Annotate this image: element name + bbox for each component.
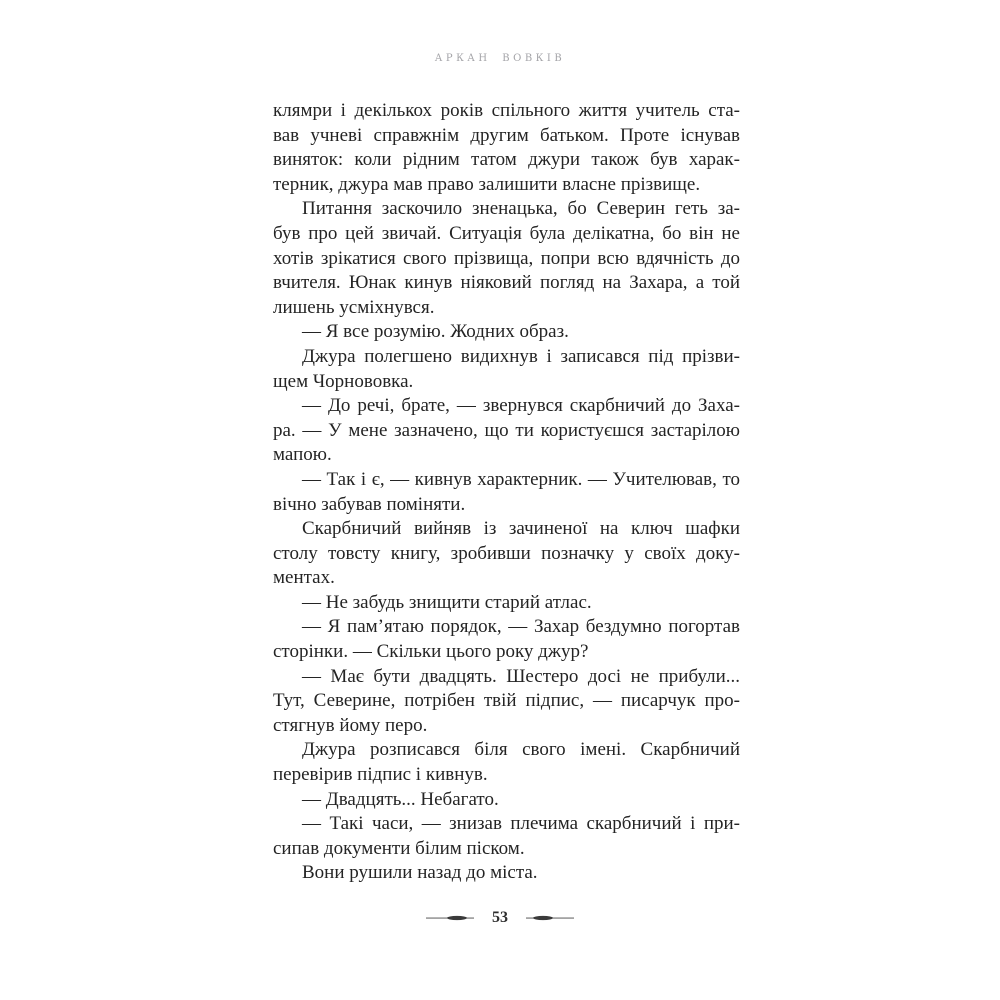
paragraph <box>273 197 740 320</box>
text-line: терник, джура мав право залишити власне прізвище. <box>273 173 701 195</box>
text-line: виняток: коли рідним татом джури також був харак- <box>273 149 740 171</box>
text-line: сторінки. — Скільки цього року джур? <box>273 641 589 663</box>
text-line: — Так і є, — кивнув характерник. — Учителював, то <box>302 468 740 490</box>
text-line: — До речі, брате, — звернувся скарбничий до Заха- <box>302 395 740 417</box>
paragraph <box>273 345 740 394</box>
text-line: вчителя. Юнак кинув ніяковий погляд на Захара, а той <box>273 272 740 294</box>
paragraph <box>273 788 740 813</box>
paragraph <box>273 615 740 664</box>
paragraph <box>273 738 740 787</box>
page-number: 53 <box>492 909 508 926</box>
paragraph <box>273 99 740 197</box>
text-line: сипав документи білим піском. <box>273 837 525 859</box>
text-line: Скарбничий вийняв із зачиненої на ключ шафки <box>302 518 740 540</box>
text-line: — Я все розумію. Жодних образ. <box>302 321 569 343</box>
text-line: був про цей звичай. Ситуація була делікатна, бо він не <box>273 222 740 244</box>
text-line: клямри і декількох років спільного життя учитель ста- <box>273 100 740 121</box>
text-line: Джура розписався біля свого імені. Скарбничий <box>302 739 740 761</box>
paragraph <box>273 861 740 886</box>
paragraph <box>273 812 740 861</box>
text-line: вічно забував поміняти. <box>273 493 466 515</box>
paragraph <box>273 394 740 468</box>
paragraph <box>273 320 740 345</box>
text-line: вав учневі справжнім другим батьком. Проте існував <box>273 124 740 146</box>
text-line: стягнув йому перо. <box>273 714 428 736</box>
text-line: — Такі часи, — знизав плечима скарбничий і при- <box>302 813 740 835</box>
text-line: — Не забудь знищити старий атлас. <box>302 591 592 613</box>
tapered-dash-left-icon <box>426 914 474 922</box>
text-line: Питання заскочило зненацька, бо Северин геть за- <box>302 198 740 220</box>
text-line: Вони рушили назад до міста. <box>302 862 538 884</box>
tapered-dash-right-icon <box>526 914 574 922</box>
text-line: ра. — У мене зазначено, що ти користуєшся застарілою <box>273 419 740 441</box>
text-line: ментах. <box>273 567 335 589</box>
page-text <box>273 99 740 886</box>
text-line: столу товсту книгу, зробивши позначку у своїх доку- <box>273 542 740 564</box>
text-line: — Я пам’ятаю порядок, — Захар бездумно погортав <box>302 616 740 638</box>
text-line: Джура полегшено видихнув і записався під прізви- <box>302 345 740 367</box>
text-line: щем Чорнововка. <box>273 370 414 392</box>
text-line: мапою. <box>273 444 332 466</box>
paragraph <box>273 517 740 591</box>
text-line: лишень усміхнувся. <box>273 296 435 318</box>
text-line: хотів зрікатися свого прізвища, попри всю вдячність до <box>273 247 740 269</box>
text-line: — Двадцять... Небагато. <box>302 788 499 810</box>
page-footer <box>0 910 1000 926</box>
running-header: АРКАН ВОВКІВ <box>434 53 566 64</box>
paragraph <box>273 591 740 616</box>
paragraph <box>273 468 740 517</box>
text-line: перевірив підпис і кивнув. <box>273 764 488 786</box>
text-line: — Має бути двадцять. Шестеро досі не прибули... <box>302 665 740 687</box>
paragraph <box>273 665 740 739</box>
text-line: Тут, Северине, потрібен твій підпис, — писарчук про- <box>273 690 740 712</box>
